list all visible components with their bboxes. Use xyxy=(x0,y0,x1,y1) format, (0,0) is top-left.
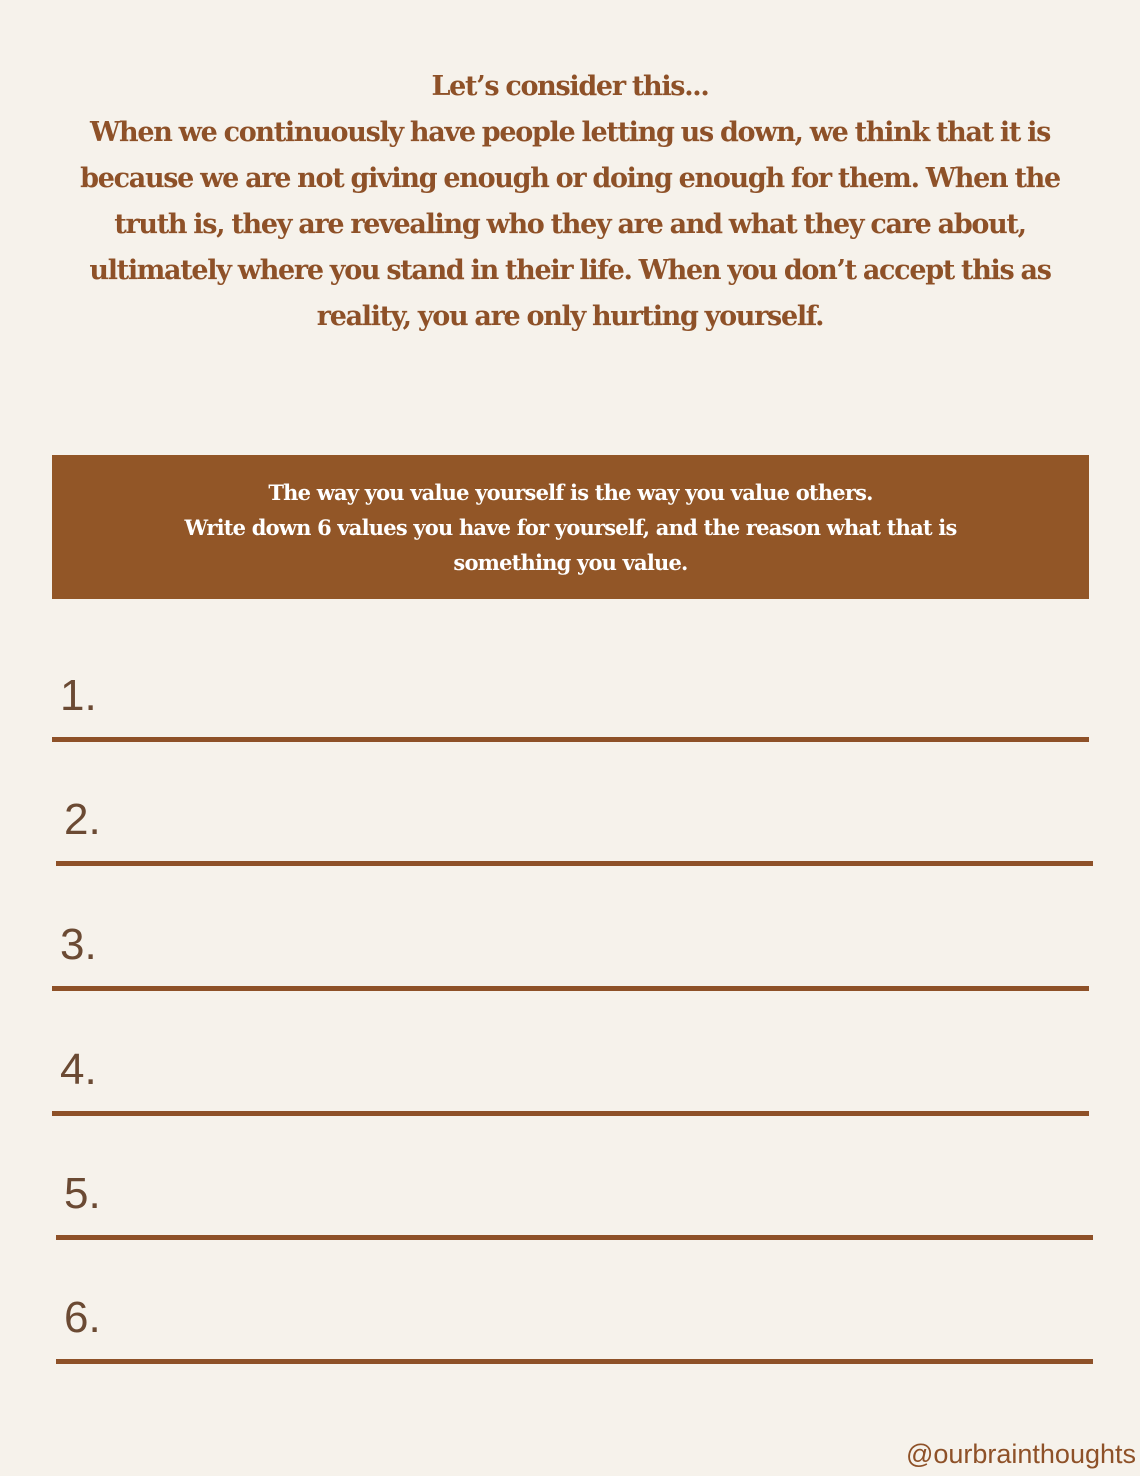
line-number: 1. xyxy=(60,671,97,720)
banner-line: The way you value yourself is the way you value others. xyxy=(268,480,873,505)
answer-line-5[interactable] xyxy=(56,1164,1093,1240)
underline-rule xyxy=(56,861,1093,866)
answer-line-3[interactable] xyxy=(52,915,1089,991)
banner-line: something you value. xyxy=(453,550,688,575)
banner-line: Write down 6 values you have for yourself, and the reason what that is xyxy=(184,515,957,540)
instruction-banner xyxy=(52,455,1089,599)
answer-line-2[interactable] xyxy=(56,790,1093,866)
intro-line: ultimately where you stand in their life. When you don’t accept this as xyxy=(89,255,1051,286)
intro-line: because we are not giving enough or doing enough for them. When the xyxy=(80,163,1060,194)
answer-line-1[interactable] xyxy=(52,666,1089,742)
line-number: 3. xyxy=(60,920,97,969)
social-handle: @ourbrainthoughts xyxy=(905,1439,1136,1469)
underline-rule xyxy=(56,1235,1093,1240)
line-number: 4. xyxy=(60,1045,97,1094)
intro-line: truth is, they are revealing who they are and what they care about, xyxy=(114,209,1026,240)
intro-heading: Let’s consider this... xyxy=(431,71,709,102)
answer-line-6[interactable] xyxy=(56,1288,1093,1364)
underline-rule xyxy=(52,986,1089,991)
intro-line: reality, you are only hurting yourself. xyxy=(316,301,824,332)
intro-text xyxy=(30,64,1110,340)
line-number: 5. xyxy=(64,1169,101,1218)
line-number: 6. xyxy=(64,1293,101,1342)
answer-line-4[interactable] xyxy=(52,1040,1089,1116)
line-number: 2. xyxy=(64,795,101,844)
underline-rule xyxy=(52,1111,1089,1116)
underline-rule xyxy=(52,737,1089,742)
intro-line: When we continuously have people letting us down, we think that it is xyxy=(89,117,1050,148)
underline-rule xyxy=(56,1359,1093,1364)
